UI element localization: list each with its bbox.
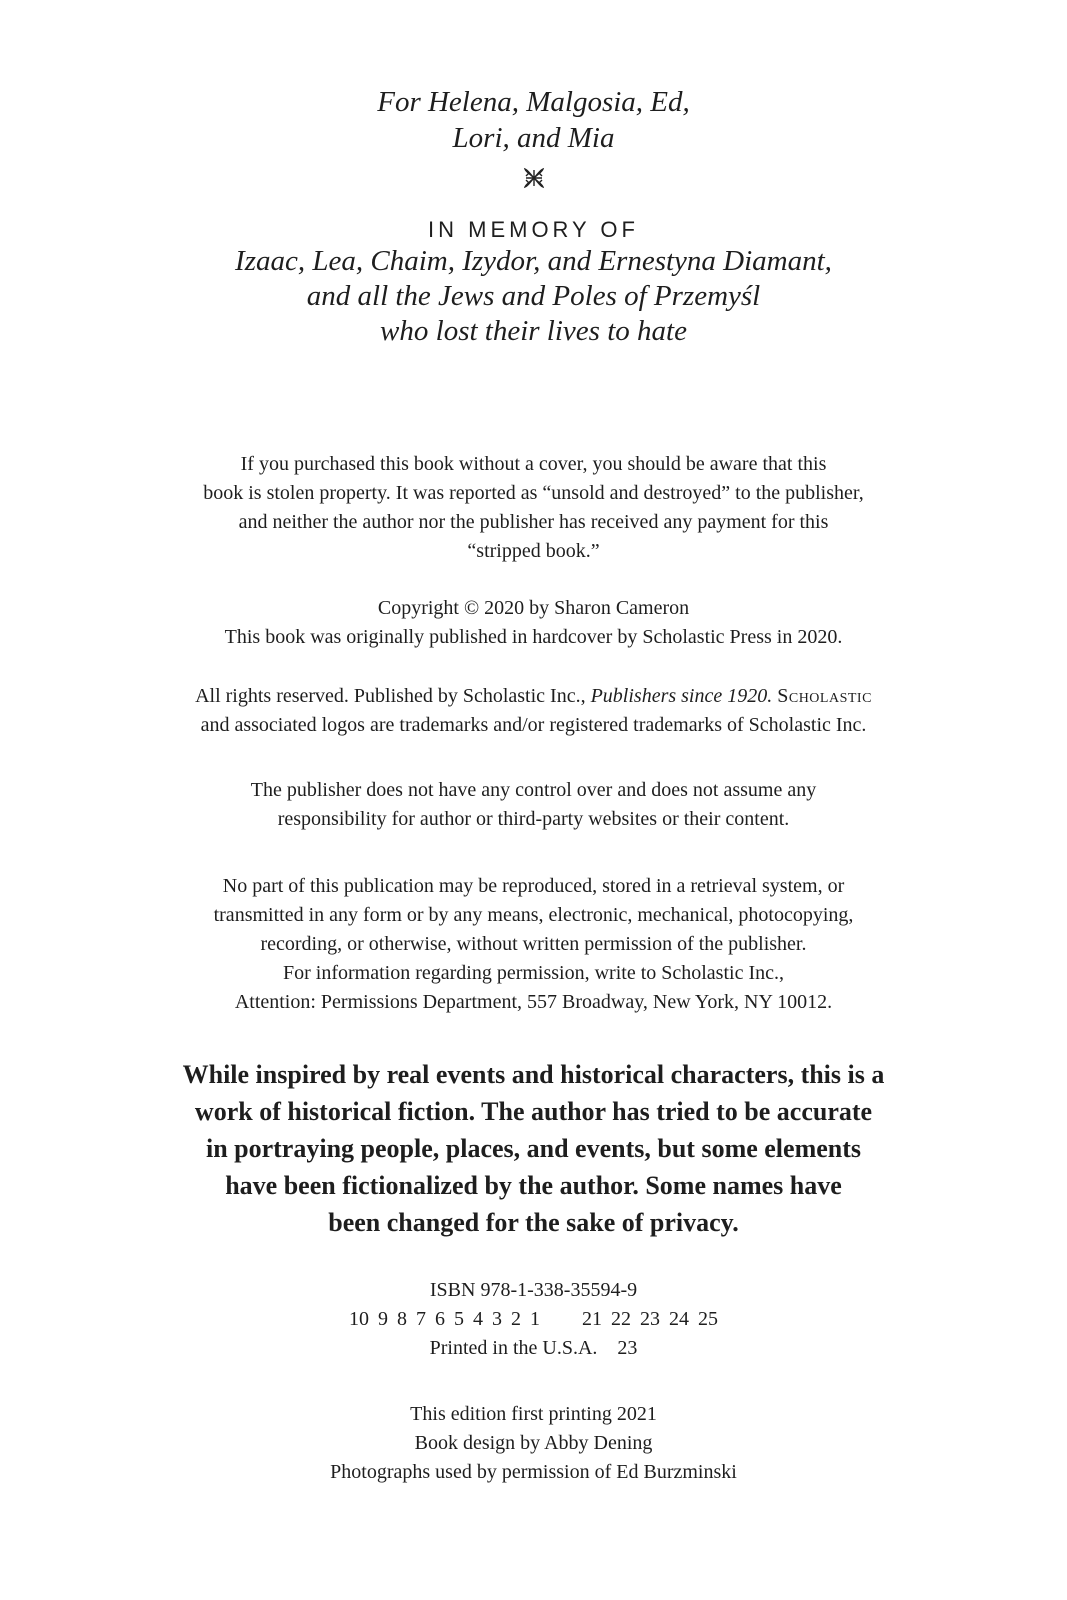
publisher-note-line: responsibility for author or third-party websites or their content. [277,808,790,830]
isbn-block [0,1276,1067,1363]
notice-line: and neither the author nor the publisher has received any payment for this [238,511,829,533]
print-number: 10 [349,1308,369,1330]
print-year: 23 [640,1308,660,1330]
print-year: 22 [611,1308,631,1330]
notice-line: “stripped book.” [467,540,600,562]
fiction-line: work of historical fiction. The author has tried to be accurate [194,1097,873,1126]
memory-line: and all the Jews and Poles of Przemyśl [306,280,761,312]
publisher-note-line: The publisher does not have any control over and does not assume any [250,779,817,801]
reproduction-notice [0,872,1067,1017]
dedication-line: Lori, and Mia [452,122,615,154]
notice-line: book is stolen property. It was reported as “unsold and destroyed” to the publisher, [203,482,864,504]
edition-line: Book design by Abby Dening [414,1432,653,1454]
copyright-line: This book was originally published in hardcover by Scholastic Press in 2020. [224,626,843,648]
rights-prefix: All rights reserved. Published by Scholastic Inc., [195,685,591,707]
rights-line: and associated logos are trademarks and/or registered trademarks of Scholastic Inc. [200,714,867,736]
dedication [0,84,1067,156]
reproduction-line: transmitted in any form or by any means, electronic, mechanical, photocopying, [213,904,854,926]
print-number: 5 [454,1308,464,1330]
print-number: 9 [378,1308,388,1330]
rights-italic: Publishers since 1920. [590,685,773,707]
edition-line: Photographs used by permission of Ed Burzminski [330,1461,737,1483]
reproduction-line: No part of this publication may be reproduced, stored in a retrieval system, or [222,875,845,897]
reproduction-line: Attention: Permissions Department, 557 Broadway, New York, NY 10012. [234,991,833,1013]
stripped-book-notice [0,450,1067,566]
memory-line: Izaac, Lea, Chaim, Izydor, and Ernestyna Diamant, [235,245,832,277]
fiction-line: been changed for the sake of privacy. [328,1208,739,1237]
print-year: 21 [582,1308,602,1330]
fiction-line: While inspired by real events and historical characters, this is a [182,1060,885,1089]
rights-statement [0,682,1067,740]
print-number: 8 [397,1308,407,1330]
reproduction-line: recording, or otherwise, without written permission of the publisher. [260,933,807,955]
rights-line [0,682,1067,711]
isbn: ISBN 978-1-338-35594-9 [429,1279,638,1301]
print-number: 4 [473,1308,483,1330]
print-year: 24 [669,1308,689,1330]
print-number-line [0,1305,1067,1334]
print-number: 6 [435,1308,445,1330]
print-number: 3 [492,1308,502,1330]
fiction-line: in portraying people, places, and events, but some elements [205,1134,862,1163]
edition-line: This edition first printing 2021 [410,1403,657,1425]
flower-ornament-icon [0,166,1067,190]
printed-code: 23 [617,1337,638,1359]
print-number: 2 [511,1308,521,1330]
edition-credits [0,1400,1067,1487]
fiction-line: have been fictionalized by the author. Some names have [225,1171,842,1200]
memory-line: who lost their lives to hate [380,315,687,347]
dedication-line: For Helena, Malgosia, Ed, [377,86,690,118]
print-year: 25 [698,1308,718,1330]
memory-heading: IN MEMORY OF [428,217,639,242]
copyright-line: Copyright © 2020 by Sharon Cameron [377,597,690,619]
memory-dedication [0,244,1067,349]
printed-in-line [0,1334,1067,1363]
reproduction-line: For information regarding permission, write to Scholastic Inc., [282,962,784,984]
fiction-notice [0,1056,1067,1241]
printed-in: Printed in the U.S.A. [429,1337,598,1359]
copyright-statement [0,594,1067,652]
print-number: 1 [530,1308,540,1330]
notice-line: If you purchased this book without a cover, you should be aware that this [240,453,827,475]
print-number: 7 [416,1308,426,1330]
rights-smallcaps: Scholastic [777,685,872,707]
publisher-note [0,776,1067,834]
